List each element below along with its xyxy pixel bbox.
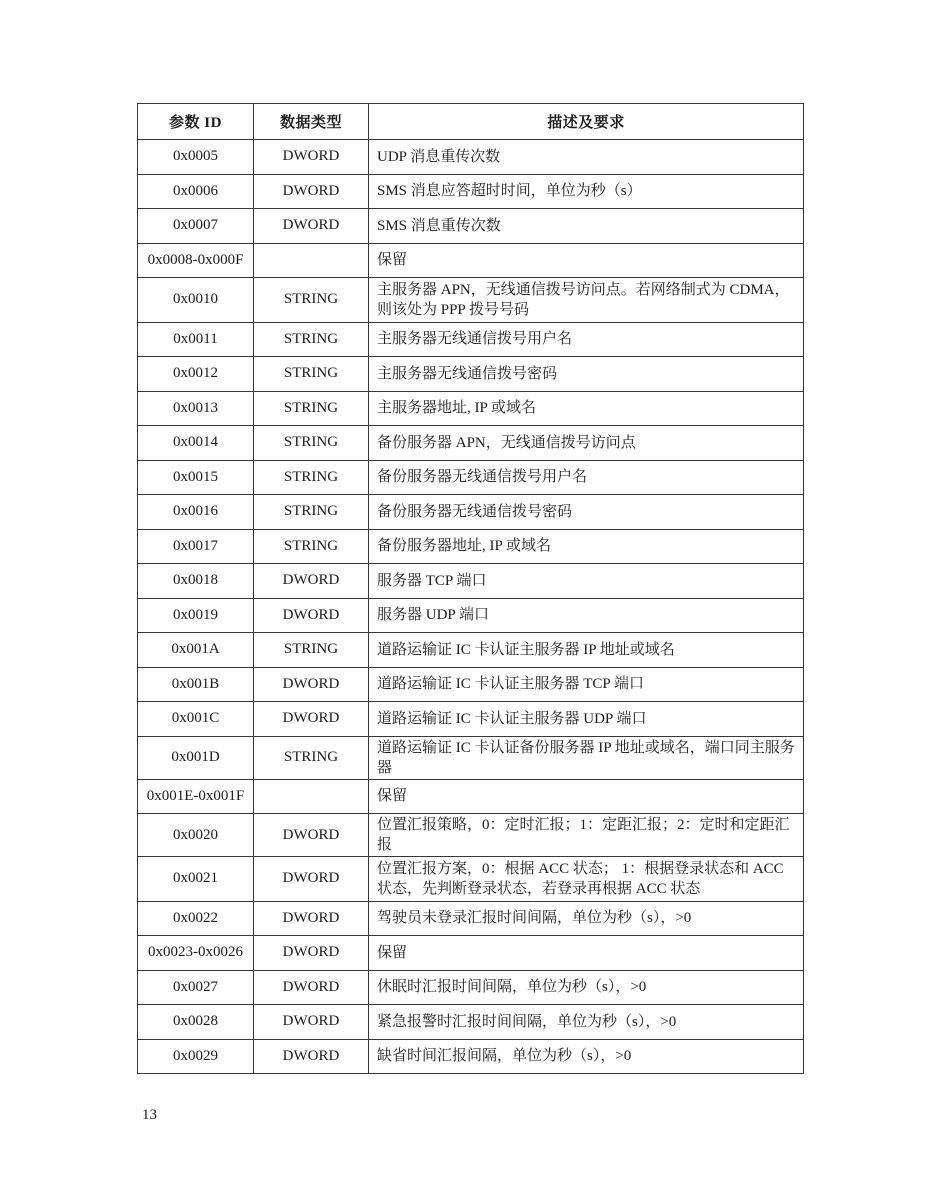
description-cell: 主服务器无线通信拨号用户名: [369, 322, 804, 357]
table-row: [138, 426, 804, 461]
data-type-cell: DWORD: [254, 667, 369, 702]
page-number: 13: [142, 1107, 157, 1123]
data-type-cell: DWORD: [254, 1005, 369, 1040]
table-row: [138, 598, 804, 633]
data-type-cell: DWORD: [254, 564, 369, 599]
description-cell: 服务器 TCP 端口: [369, 564, 804, 599]
data-type-cell: DWORD: [254, 209, 369, 244]
data-type-cell: STRING: [254, 633, 369, 668]
table-header-row: [138, 104, 804, 140]
description-cell: 备份服务器无线通信拨号用户名: [369, 460, 804, 495]
data-type-cell: STRING: [254, 426, 369, 461]
param-id-cell: 0x0018: [138, 564, 254, 599]
description-cell: 休眠时汇报时间间隔，单位为秒（s），>0: [369, 970, 804, 1005]
data-type-cell: STRING: [254, 357, 369, 392]
data-type-cell: STRING: [254, 495, 369, 530]
param-id-cell: 0x0027: [138, 970, 254, 1005]
param-id-cell: 0x0015: [138, 460, 254, 495]
description-cell: 道路运输证 IC 卡认证备份服务器 IP 地址或域名，端口同主服务器: [369, 736, 804, 779]
description-cell: 道路运输证 IC 卡认证主服务器 TCP 端口: [369, 667, 804, 702]
description-cell: 道路运输证 IC 卡认证主服务器 UDP 端口: [369, 702, 804, 737]
description-cell: 主服务器地址, IP 或域名: [369, 391, 804, 426]
description-cell: 道路运输证 IC 卡认证主服务器 IP 地址或域名: [369, 633, 804, 668]
table-row: [138, 460, 804, 495]
param-id-cell: 0x001C: [138, 702, 254, 737]
param-id-cell: 0x0019: [138, 598, 254, 633]
description-cell: SMS 消息应答超时时间，单位为秒（s）: [369, 174, 804, 209]
param-id-cell: 0x001E-0x001F: [138, 779, 254, 814]
data-type-cell: DWORD: [254, 814, 369, 857]
param-id-cell: 0x0006: [138, 174, 254, 209]
table-row: [138, 564, 804, 599]
parameter-table: [137, 103, 804, 1074]
data-type-cell: DWORD: [254, 970, 369, 1005]
param-id-cell: 0x0017: [138, 529, 254, 564]
table-row: [138, 1005, 804, 1040]
description-cell: 缺省时间汇报间隔，单位为秒（s），>0: [369, 1039, 804, 1074]
param-id-cell: 0x0005: [138, 140, 254, 175]
data-type-cell: DWORD: [254, 174, 369, 209]
description-cell: 保留: [369, 779, 804, 814]
table-row: [138, 702, 804, 737]
param-id-cell: 0x0008-0x000F: [138, 243, 254, 278]
table-row: [138, 357, 804, 392]
description-cell: 备份服务器地址, IP 或域名: [369, 529, 804, 564]
param-id-cell: 0x0022: [138, 901, 254, 936]
param-id-cell: 0x0021: [138, 857, 254, 902]
table-row: [138, 495, 804, 530]
data-type-cell: DWORD: [254, 140, 369, 175]
table-row: [138, 322, 804, 357]
description-cell: 服务器 UDP 端口: [369, 598, 804, 633]
param-id-cell: 0x0028: [138, 1005, 254, 1040]
data-type-cell: [254, 779, 369, 814]
data-type-cell: STRING: [254, 322, 369, 357]
data-type-cell: DWORD: [254, 1039, 369, 1074]
param-id-cell: 0x0012: [138, 357, 254, 392]
description-cell: 位置汇报策略，0：定时汇报；1：定距汇报；2：定时和定距汇报: [369, 814, 804, 857]
param-id-cell: 0x0010: [138, 278, 254, 323]
param-id-cell: 0x0013: [138, 391, 254, 426]
description-cell: 备份服务器无线通信拨号密码: [369, 495, 804, 530]
param-id-cell: 0x001B: [138, 667, 254, 702]
table-row: [138, 736, 804, 779]
column-header-description: 描述及要求: [369, 104, 804, 140]
description-cell: 主服务器无线通信拨号密码: [369, 357, 804, 392]
table-row: [138, 779, 804, 814]
description-cell: 主服务器 APN，无线通信拨号访问点。若网络制式为 CDMA，则该处为 PPP 拨号号码: [369, 278, 804, 323]
param-id-cell: 0x0023-0x0026: [138, 936, 254, 971]
param-id-cell: 0x0014: [138, 426, 254, 461]
table-row: [138, 814, 804, 857]
data-type-cell: DWORD: [254, 936, 369, 971]
description-cell: 紧急报警时汇报时间间隔，单位为秒（s），>0: [369, 1005, 804, 1040]
table-row: [138, 667, 804, 702]
table-row: [138, 209, 804, 244]
data-type-cell: DWORD: [254, 702, 369, 737]
table-row: [138, 529, 804, 564]
table-row: [138, 633, 804, 668]
data-type-cell: STRING: [254, 736, 369, 779]
param-id-cell: 0x0007: [138, 209, 254, 244]
table-row: [138, 970, 804, 1005]
table-row: [138, 391, 804, 426]
param-id-cell: 0x0029: [138, 1039, 254, 1074]
description-cell: 位置汇报方案，0：根据 ACC 状态； 1：根据登录状态和 ACC 状态，先判断登录状态，若登录再根据 ACC 状态: [369, 857, 804, 902]
param-id-cell: 0x0011: [138, 322, 254, 357]
table-row: [138, 857, 804, 902]
data-type-cell: STRING: [254, 391, 369, 426]
param-id-cell: 0x001D: [138, 736, 254, 779]
data-type-cell: DWORD: [254, 598, 369, 633]
data-type-cell: DWORD: [254, 901, 369, 936]
table-row: [138, 936, 804, 971]
data-type-cell: STRING: [254, 460, 369, 495]
description-cell: UDP 消息重传次数: [369, 140, 804, 175]
table-row: [138, 1039, 804, 1074]
param-id-cell: 0x0016: [138, 495, 254, 530]
data-type-cell: [254, 243, 369, 278]
data-type-cell: STRING: [254, 278, 369, 323]
column-header-data-type: 数据类型: [254, 104, 369, 140]
description-cell: 驾驶员未登录汇报时间间隔，单位为秒（s），>0: [369, 901, 804, 936]
data-type-cell: STRING: [254, 529, 369, 564]
description-cell: 保留: [369, 936, 804, 971]
column-header-param-id: 参数 ID: [138, 104, 254, 140]
table-row: [138, 901, 804, 936]
description-cell: 备份服务器 APN，无线通信拨号访问点: [369, 426, 804, 461]
description-cell: 保留: [369, 243, 804, 278]
data-type-cell: DWORD: [254, 857, 369, 902]
table-row: [138, 243, 804, 278]
param-id-cell: 0x0020: [138, 814, 254, 857]
param-id-cell: 0x001A: [138, 633, 254, 668]
description-cell: SMS 消息重传次数: [369, 209, 804, 244]
table-row: [138, 278, 804, 323]
table-row: [138, 174, 804, 209]
table-row: [138, 140, 804, 175]
